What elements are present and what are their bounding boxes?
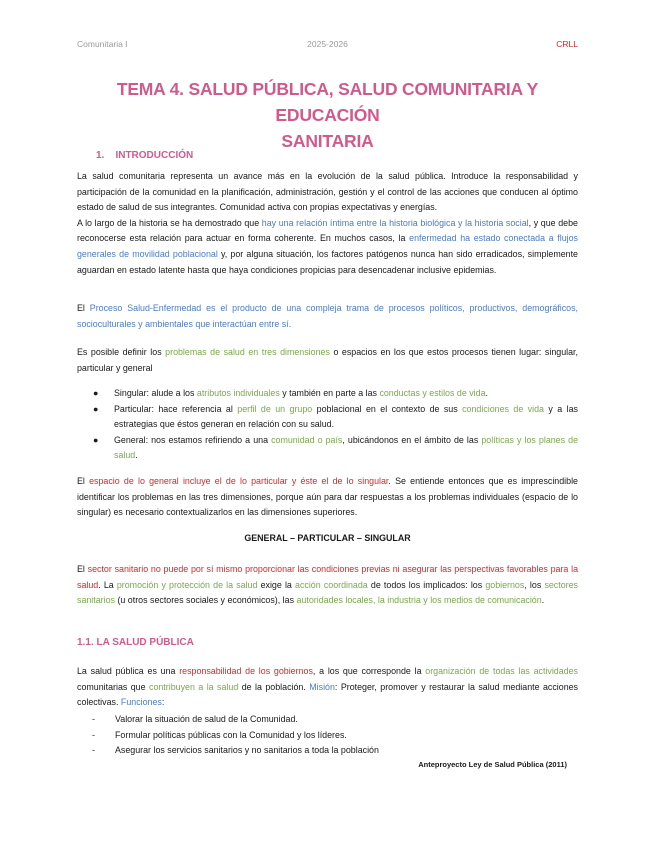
highlight-run: autoridades locales, la industria y los medios de comunicación [296,595,542,606]
highlight-run: Misión [309,681,335,692]
text-run: A lo largo de la historia se ha demostrado que [77,217,262,228]
paragraph-historia [77,216,578,278]
dash-icon: - [92,729,95,740]
list-item [77,712,578,728]
highlight-run: enfermedad ha estado conectada a flujos generales de movilidad poblacional [77,233,578,259]
intro-paragraph-block [77,169,578,278]
highlight-run: conductas y estilos de vida [379,388,486,398]
list-item [77,386,578,402]
text-run: . [135,450,138,461]
highlight-run: Proceso Salud-Enfermedad es el producto de una compleja trama de procesos políticos, productivos, demográficos, socioculturales y ambientales que interactúan entre sí. [77,303,578,329]
text-run: , a los que corresponde la [312,666,426,676]
text-run: Es posible definir los [77,347,166,357]
text-run: de todos los implicados: los [367,579,486,590]
paragraph-dimensiones [77,345,578,376]
text-run: y a las estrategias que éstos generan en relación con su salud. [114,403,578,430]
header-subject: Comunitaria I [77,39,128,49]
list-item [77,402,578,433]
highlight-run: sectores sanitarios [77,579,578,606]
highlight-run: condiciones de vida [462,403,544,414]
highlight-run: perfil de un grupo [237,403,313,414]
bullet-icon: ● [93,434,99,445]
highlight-run: problemas de salud en tres dimensiones [165,347,330,357]
functions-list [77,712,578,759]
functions-list-wrapper [77,712,578,759]
text-run: exige la [257,579,296,590]
dash-icon: - [92,714,95,724]
paragraph-espacio-general [77,474,578,521]
page-header [77,39,578,51]
text-run: General: nos estamos refiriendo a una [114,434,272,445]
text-run: y también en parte a las [279,388,380,398]
text-run: . La [98,579,117,590]
source-citation: Anteproyecto Ley de Salud Pública (2011) [418,760,567,769]
highlight-run: espacio de lo general incluye el de lo particular y éste el de lo singular [89,476,389,486]
highlight-run: acción coordinada [295,579,368,590]
highlight-run: sector sanitario no puede por sí mismo proporcionar las condiciones previas ni asegurar las perspectivas favorables para la salud [77,564,579,590]
text-run: y, por alguna situación, los factores patógenos nunca han sido erradicados, simplemente aguardan en estado latente hasta que haya condiciones propicias para desencadenar inclusive epidemias. [77,248,578,275]
highlight-run: contribuyen a la salud [149,681,239,692]
text-run: . [485,388,488,398]
text-run: La salud pública es una [77,666,180,676]
header-year: 2025-2026 [307,39,348,49]
list-item [77,433,578,464]
dimensions-list [77,386,578,464]
title-line-2: SANITARIA [281,131,374,151]
text-run: o espacios en los que estos procesos tienen lugar: singular, particular y general [77,347,578,373]
text-run: de la población. [238,681,310,692]
paragraph-sector-sanitario [77,562,578,609]
text-run: , los [524,579,545,590]
text-run: . Se entiende entonces que es imprescindible identificar los problemas en las tres dimensiones, porque aún para dar respuestas a los problemas individuales (espacio de lo singular) es necesario contextualizarlos en las dimensiones superiores. [77,476,578,518]
paragraph-salud-comunitaria: La salud comunitaria representa un avance más en la evolución de la salud pública. Introduce la responsabilidad y participación de la comunidad en la planificación, administración, gestión y el control de las acciones que conducen al óptimo estado de salud de sus integrantes. Comunidad activa con propias expectativas y energías. [77,171,578,213]
highlight-run: gobiernos [485,579,525,590]
highlight-run: comunidad o país [271,434,343,445]
title-line-1: TEMA 4. SALUD PÚBLICA, SALUD COMUNITARIA Y EDUCACIÓN [116,79,539,125]
document-title [77,76,578,154]
list-item-text: Asegurar los servicios sanitarios y no sanitarios a toda la población [115,745,379,756]
list-item-text: Valorar la situación de salud de la Comunidad. [115,714,298,724]
text-run: El [77,564,88,574]
highlight-run: hay una relación íntima entre la historia biológica y la historia social [261,217,529,228]
text-run: : [161,697,165,708]
bullet-icon: ● [93,388,99,398]
list-item-text: Formular políticas públicas con la Comunidad y los líderes. [115,729,347,740]
text-run: (u otros sectores sociales y económicos), las [114,595,297,606]
text-run: poblacional en el contexto de sus [312,403,463,414]
dimensions-list-wrapper [77,386,578,464]
paragraph-proceso [77,301,578,332]
highlight-run: Funciones [120,697,162,708]
dimension-scale-caption: GENERAL – PARTICULAR – SINGULAR [244,533,411,543]
list-item [77,743,578,759]
section-heading-salud-publica: 1.1. LA SALUD PÚBLICA [77,637,194,648]
text-run: comunitarias que [77,681,149,692]
highlight-run: políticas y los planes de salud [114,434,579,461]
header-author: CRLL [556,39,578,49]
text-run: Singular: alude a los [114,388,197,398]
text-run: . [541,595,545,606]
highlight-run: responsabilidad de los gobiernos [179,666,313,676]
text-run: El [77,303,90,313]
text-run: El [77,476,90,486]
bullet-icon: ● [93,403,99,414]
list-item [77,728,578,744]
paragraph-salud-publica [77,664,578,711]
text-run: , y que debe reconocerse esta relación para actuar en forma coherente. En muchos casos, la [77,217,578,244]
section-heading-introduccion: 1. INTRODUCCIÓN [96,150,194,161]
highlight-run: promoción y protección de la salud [116,579,258,590]
text-run: Particular: hace referencia al [114,403,238,414]
highlight-run: organización de todas las actividades [425,666,578,676]
text-run: , ubicándonos en el ámbito de las [342,434,482,445]
highlight-run: atributos individuales [196,388,280,398]
text-run: : Proteger, promover y restaurar la salud mediante acciones colectivas. [77,681,578,708]
dash-icon: - [92,745,95,756]
